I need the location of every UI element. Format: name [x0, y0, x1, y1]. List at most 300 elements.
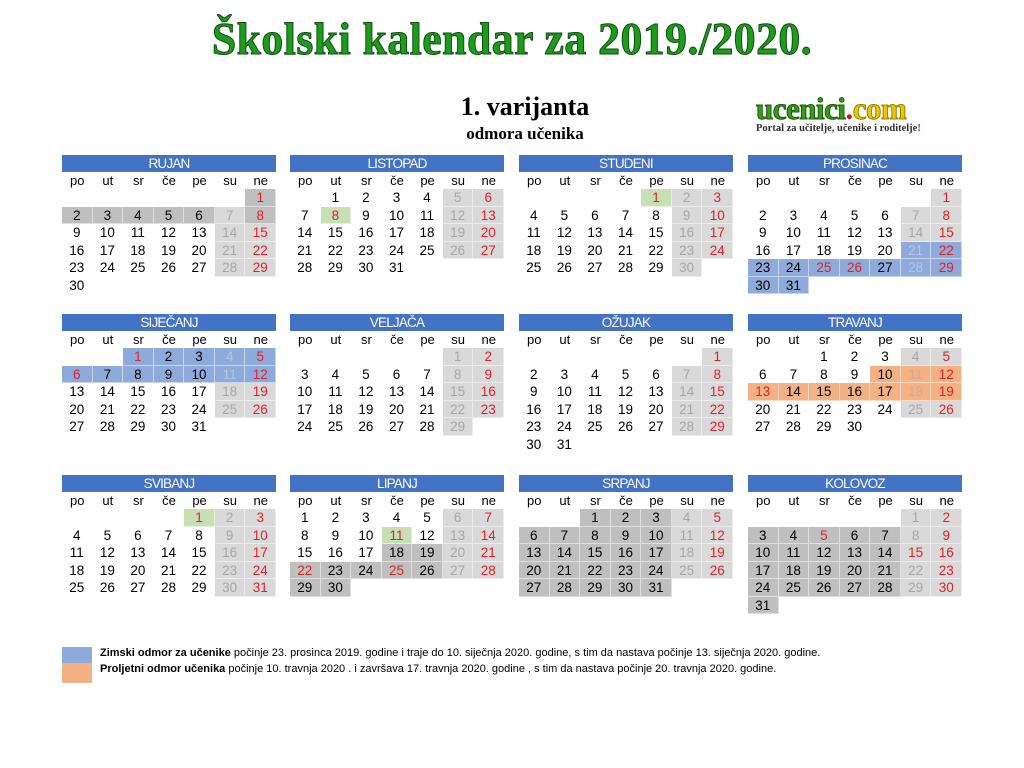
weekday-label: sr [819, 493, 830, 508]
empty-cell [351, 348, 382, 366]
day-cell: 19 [702, 544, 733, 562]
day-cell: 17 [382, 224, 413, 242]
day-cell: 9 [672, 207, 703, 225]
day-cell: 8 [321, 207, 352, 225]
day-cell: 12 [351, 383, 382, 401]
day-cell: 19 [351, 401, 382, 419]
day-cell: 15 [931, 224, 962, 242]
day-cell: 29 [702, 418, 733, 436]
day-cell: 29 [123, 418, 154, 436]
weekday-label: po [298, 332, 313, 347]
day-cell: 2 [62, 207, 93, 225]
day-cell: 27 [123, 579, 154, 597]
day-cell: 6 [62, 366, 93, 384]
month-kolovoz [748, 475, 962, 614]
day-cell: 28 [901, 259, 932, 277]
day-cell: 4 [809, 207, 840, 225]
weekday-label: ne [253, 332, 268, 347]
day-cell: 3 [351, 509, 382, 527]
empty-cell [215, 189, 246, 207]
day-cell: 21 [779, 401, 810, 419]
day-cell: 16 [519, 401, 550, 419]
empty-cell [154, 509, 185, 527]
day-cell: 23 [473, 401, 504, 419]
month-day-grid [519, 331, 733, 453]
day-cell: 9 [351, 207, 382, 225]
day-cell: 23 [840, 401, 871, 419]
day-cell: 13 [382, 383, 413, 401]
day-cell: 5 [840, 207, 871, 225]
day-cell: 28 [154, 579, 185, 597]
day-cell: 28 [611, 259, 642, 277]
month-svibanj [62, 475, 276, 597]
day-cell: 24 [748, 579, 779, 597]
weekday-label: pe [420, 493, 435, 508]
day-cell: 27 [473, 242, 504, 260]
day-cell: 14 [473, 527, 504, 545]
weekday-label: su [223, 173, 237, 188]
day-cell: 29 [321, 259, 352, 277]
day-cell: 6 [184, 207, 215, 225]
empty-cell [779, 189, 810, 207]
day-cell: 16 [840, 383, 871, 401]
weekday-label: su [451, 493, 465, 508]
weekday-label: ne [710, 493, 725, 508]
day-cell: 24 [290, 418, 321, 436]
empty-cell [290, 189, 321, 207]
day-cell: 5 [611, 366, 642, 384]
day-cell: 7 [611, 207, 642, 225]
day-cell: 3 [748, 527, 779, 545]
day-cell: 24 [702, 242, 733, 260]
day-cell: 7 [93, 366, 124, 384]
logo-tagline-text: Portal za učitelje, učenike i roditelje [756, 123, 918, 134]
day-cell: 18 [62, 562, 93, 580]
day-cell: 23 [931, 562, 962, 580]
day-cell: 1 [641, 189, 672, 207]
day-cell: 12 [840, 224, 871, 242]
day-cell: 16 [215, 544, 246, 562]
weekday-label: su [451, 332, 465, 347]
month-header: PROSINAC [748, 155, 962, 172]
weekday-label: ut [788, 173, 800, 188]
day-cell: 31 [382, 259, 413, 277]
weekday-label: po [70, 173, 85, 188]
day-cell: 1 [290, 509, 321, 527]
day-cell: 18 [779, 562, 810, 580]
empty-cell [93, 509, 124, 527]
day-cell: 15 [123, 383, 154, 401]
logo-tagline [756, 123, 966, 134]
empty-cell [321, 348, 352, 366]
day-cell: 4 [321, 366, 352, 384]
day-cell: 6 [382, 366, 413, 384]
weekday-label: sr [819, 332, 830, 347]
month-day-grid [290, 492, 504, 597]
empty-cell [382, 348, 413, 366]
weekday-label: sr [590, 173, 601, 188]
day-cell: 10 [870, 366, 901, 384]
day-cell: 7 [473, 509, 504, 527]
weekday-label: ut [102, 332, 114, 347]
legend-winter-title: Zimski odmor za učenike [100, 647, 231, 659]
day-cell: 11 [672, 527, 703, 545]
day-cell: 28 [412, 418, 443, 436]
day-cell: 11 [382, 527, 413, 545]
day-cell: 1 [245, 189, 276, 207]
weekday-label: su [223, 332, 237, 347]
day-cell: 29 [580, 579, 611, 597]
empty-cell [748, 189, 779, 207]
weekday-label: po [527, 173, 542, 188]
day-cell: 10 [184, 366, 215, 384]
day-cell: 2 [519, 366, 550, 384]
day-cell: 26 [550, 259, 581, 277]
day-cell: 18 [123, 242, 154, 260]
day-cell: 20 [184, 242, 215, 260]
weekday-label: pe [420, 332, 435, 347]
day-cell: 3 [184, 348, 215, 366]
day-cell: 3 [550, 366, 581, 384]
day-cell: 8 [245, 207, 276, 225]
day-cell: 8 [580, 527, 611, 545]
weekday-label: če [162, 173, 176, 188]
weekday-label: ut [102, 493, 114, 508]
day-cell: 19 [550, 242, 581, 260]
day-cell: 4 [901, 348, 932, 366]
day-cell: 12 [809, 544, 840, 562]
day-cell: 28 [672, 418, 703, 436]
day-cell: 3 [245, 509, 276, 527]
day-cell: 28 [870, 579, 901, 597]
day-cell: 9 [611, 527, 642, 545]
day-cell: 18 [809, 242, 840, 260]
day-cell: 2 [215, 509, 246, 527]
weekday-label: pe [649, 493, 664, 508]
day-cell: 30 [672, 259, 703, 277]
day-cell: 15 [901, 544, 932, 562]
month-day-grid [290, 172, 504, 277]
day-cell: 26 [412, 562, 443, 580]
day-cell: 17 [748, 562, 779, 580]
day-cell: 22 [184, 562, 215, 580]
empty-cell [93, 348, 124, 366]
empty-cell [550, 509, 581, 527]
day-cell: 10 [290, 383, 321, 401]
empty-cell [580, 189, 611, 207]
day-cell: 25 [412, 242, 443, 260]
day-cell: 5 [702, 509, 733, 527]
day-cell: 16 [748, 242, 779, 260]
day-cell: 29 [901, 579, 932, 597]
day-cell: 29 [809, 418, 840, 436]
empty-cell [154, 189, 185, 207]
day-cell: 7 [290, 207, 321, 225]
day-cell: 22 [443, 401, 474, 419]
day-cell: 30 [840, 418, 871, 436]
day-cell: 11 [580, 383, 611, 401]
weekday-label: če [848, 173, 862, 188]
day-cell: 26 [154, 259, 185, 277]
day-cell: 28 [779, 418, 810, 436]
day-cell: 9 [154, 366, 185, 384]
weekday-label: sr [133, 493, 144, 508]
day-cell: 22 [290, 562, 321, 580]
weekday-label: pe [649, 332, 664, 347]
day-cell: 14 [611, 224, 642, 242]
weekday-label: su [909, 493, 923, 508]
day-cell: 17 [870, 383, 901, 401]
day-cell: 4 [412, 189, 443, 207]
month-day-grid [62, 331, 276, 436]
day-cell: 20 [519, 562, 550, 580]
day-cell: 8 [123, 366, 154, 384]
day-cell: 5 [412, 509, 443, 527]
day-cell: 15 [443, 383, 474, 401]
day-cell: 14 [901, 224, 932, 242]
weekday-label: po [756, 173, 771, 188]
day-cell: 23 [154, 401, 185, 419]
day-cell: 2 [840, 348, 871, 366]
day-cell: 16 [611, 544, 642, 562]
day-cell: 24 [184, 401, 215, 419]
weekday-label: če [162, 332, 176, 347]
weekday-label: če [162, 493, 176, 508]
day-cell: 26 [702, 562, 733, 580]
empty-cell [62, 189, 93, 207]
day-cell: 31 [779, 277, 810, 295]
day-cell: 10 [641, 527, 672, 545]
page-title: Školski kalendar za 2019./2020. [211, 13, 813, 64]
day-cell: 27 [840, 579, 871, 597]
day-cell: 1 [123, 348, 154, 366]
weekday-label: su [680, 493, 694, 508]
day-cell: 6 [870, 207, 901, 225]
day-cell: 3 [702, 189, 733, 207]
weekday-label: ut [330, 173, 342, 188]
day-cell: 23 [519, 418, 550, 436]
day-cell: 13 [748, 383, 779, 401]
day-cell: 17 [245, 544, 276, 562]
day-cell: 3 [93, 207, 124, 225]
month-prosinac [748, 155, 962, 294]
empty-cell [748, 509, 779, 527]
day-cell: 8 [641, 207, 672, 225]
day-cell: 14 [870, 544, 901, 562]
day-cell: 13 [870, 224, 901, 242]
day-cell: 17 [290, 401, 321, 419]
day-cell: 2 [931, 509, 962, 527]
weekday-label: po [527, 493, 542, 508]
day-cell: 21 [93, 401, 124, 419]
day-cell: 17 [779, 242, 810, 260]
legend-item-spring [62, 662, 962, 678]
day-cell: 21 [870, 562, 901, 580]
month-header: LIPANJ [290, 475, 504, 492]
day-cell: 14 [412, 383, 443, 401]
month-header: VELJAČA [290, 314, 504, 331]
day-cell: 22 [641, 242, 672, 260]
day-cell: 19 [93, 562, 124, 580]
day-cell: 27 [184, 259, 215, 277]
day-cell: 13 [840, 544, 871, 562]
day-cell: 11 [215, 366, 246, 384]
day-cell: 27 [641, 418, 672, 436]
day-cell: 3 [290, 366, 321, 384]
empty-cell [93, 189, 124, 207]
day-cell: 25 [672, 562, 703, 580]
day-cell: 25 [123, 259, 154, 277]
day-cell: 16 [62, 242, 93, 260]
month-day-grid [519, 492, 733, 597]
day-cell: 21 [290, 242, 321, 260]
day-cell: 29 [184, 579, 215, 597]
day-cell: 14 [290, 224, 321, 242]
day-cell: 2 [672, 189, 703, 207]
day-cell: 22 [809, 401, 840, 419]
day-cell: 2 [611, 509, 642, 527]
day-cell: 21 [215, 242, 246, 260]
day-cell: 11 [123, 224, 154, 242]
day-cell: 3 [382, 189, 413, 207]
day-cell: 31 [748, 597, 779, 615]
day-cell: 15 [321, 224, 352, 242]
day-cell: 1 [321, 189, 352, 207]
day-cell: 22 [245, 242, 276, 260]
day-cell: 1 [580, 509, 611, 527]
day-cell: 25 [779, 579, 810, 597]
day-cell: 24 [870, 401, 901, 419]
weekday-label: ne [253, 493, 268, 508]
day-cell: 22 [580, 562, 611, 580]
day-cell: 21 [611, 242, 642, 260]
day-cell: 21 [412, 401, 443, 419]
empty-cell [580, 348, 611, 366]
day-cell: 27 [870, 259, 901, 277]
month-ožujak [519, 314, 733, 453]
day-cell: 9 [473, 366, 504, 384]
day-cell: 25 [901, 401, 932, 419]
empty-cell [123, 509, 154, 527]
weekday-label: su [451, 173, 465, 188]
empty-cell [611, 348, 642, 366]
day-cell: 16 [321, 544, 352, 562]
day-cell: 16 [931, 544, 962, 562]
day-cell: 25 [215, 401, 246, 419]
weekday-label: ne [939, 173, 954, 188]
day-cell: 16 [351, 224, 382, 242]
weekday-label: pe [192, 173, 207, 188]
day-cell: 4 [62, 527, 93, 545]
logo-text-green: ucenici [756, 91, 846, 126]
month-header: STUDENI [519, 155, 733, 172]
ucenici-logo[interactable] [756, 91, 966, 134]
month-day-grid [748, 172, 962, 294]
day-cell: 11 [901, 366, 932, 384]
day-cell: 7 [550, 527, 581, 545]
day-cell: 25 [580, 418, 611, 436]
day-cell: 18 [580, 401, 611, 419]
day-cell: 20 [443, 544, 474, 562]
day-cell: 30 [351, 259, 382, 277]
weekday-label: su [680, 173, 694, 188]
day-cell: 12 [443, 207, 474, 225]
weekday-label: ne [710, 332, 725, 347]
empty-cell [611, 189, 642, 207]
day-cell: 31 [641, 579, 672, 597]
weekday-label: po [756, 493, 771, 508]
day-cell: 1 [931, 189, 962, 207]
month-veljača [290, 314, 504, 436]
weekday-label: po [298, 173, 313, 188]
day-cell: 10 [748, 544, 779, 562]
day-cell: 29 [931, 259, 962, 277]
day-cell: 1 [901, 509, 932, 527]
day-cell: 14 [154, 544, 185, 562]
day-cell: 13 [123, 544, 154, 562]
month-header: OŽUJAK [519, 314, 733, 331]
day-cell: 3 [870, 348, 901, 366]
day-cell: 18 [382, 544, 413, 562]
day-cell: 12 [412, 527, 443, 545]
day-cell: 2 [154, 348, 185, 366]
day-cell: 29 [641, 259, 672, 277]
day-cell: 9 [519, 383, 550, 401]
day-cell: 27 [748, 418, 779, 436]
day-cell: 9 [748, 224, 779, 242]
day-cell: 22 [123, 401, 154, 419]
day-cell: 1 [702, 348, 733, 366]
day-cell: 30 [611, 579, 642, 597]
day-cell: 7 [901, 207, 932, 225]
weekday-label: ut [788, 493, 800, 508]
month-day-grid [62, 172, 276, 294]
day-cell: 16 [473, 383, 504, 401]
month-header: TRAVANJ [748, 314, 962, 331]
day-cell: 21 [672, 401, 703, 419]
day-cell: 6 [641, 366, 672, 384]
day-cell: 31 [184, 418, 215, 436]
day-cell: 25 [62, 579, 93, 597]
day-cell: 28 [550, 579, 581, 597]
weekday-label: če [390, 332, 404, 347]
day-cell: 8 [901, 527, 932, 545]
day-cell: 11 [321, 383, 352, 401]
day-cell: 5 [245, 348, 276, 366]
day-cell: 20 [123, 562, 154, 580]
day-cell: 17 [351, 544, 382, 562]
day-cell: 12 [93, 544, 124, 562]
empty-cell [901, 189, 932, 207]
day-cell: 26 [611, 418, 642, 436]
day-cell: 4 [672, 509, 703, 527]
day-cell: 3 [779, 207, 810, 225]
day-cell: 31 [245, 579, 276, 597]
day-cell: 11 [412, 207, 443, 225]
weekday-label: ne [710, 173, 725, 188]
day-cell: 20 [473, 224, 504, 242]
weekday-label: po [70, 332, 85, 347]
day-cell: 19 [412, 544, 443, 562]
day-cell: 20 [62, 401, 93, 419]
month-day-grid [290, 331, 504, 436]
day-cell: 5 [93, 527, 124, 545]
day-cell: 26 [93, 579, 124, 597]
day-cell: 6 [840, 527, 871, 545]
day-cell: 11 [62, 544, 93, 562]
month-day-grid [748, 492, 962, 614]
day-cell: 14 [93, 383, 124, 401]
